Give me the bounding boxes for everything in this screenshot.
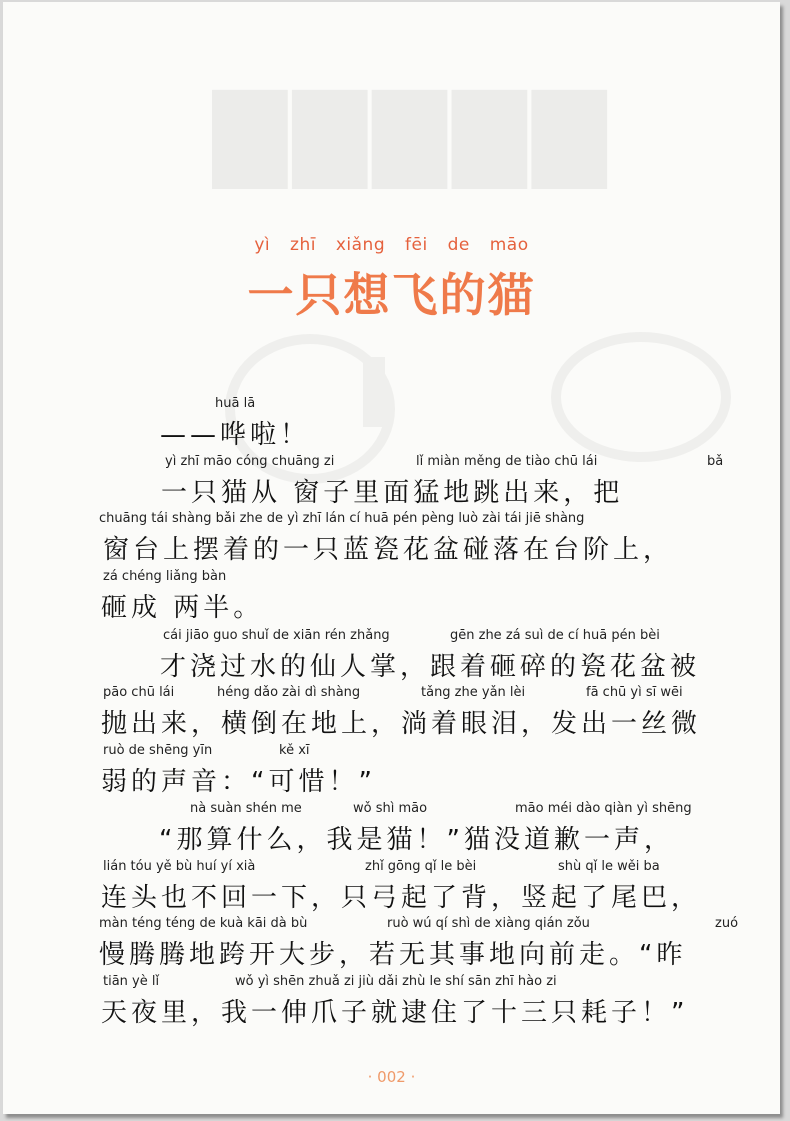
pinyin-annotation: fā chū yì sī wēi [586,685,683,700]
pinyin-annotation: pāo chū lái [103,685,175,700]
pinyin-annotation: zá chéng liǎng bàn [103,569,227,584]
pinyin-annotation: kě xī [279,743,310,758]
pinyin-annotation: lián tóu yě bù huí yí xià [103,859,256,874]
pinyin-annotation: tiān yè lǐ [103,974,160,989]
pinyin-annotation: cái jiāo guo shuǐ de xiān rén zhǎng [163,628,390,643]
pinyin-annotation: wǒ shì māo [353,801,428,816]
pinyin-annotation: chuāng tái shàng bǎi zhe de yì zhī lán cí huā pén pèng luò zài tái jiē shàng [99,511,585,526]
background-watermark-text: ▇▇▇▇▇ [213,76,613,188]
pinyin-annotation: nà suàn shén me [190,801,302,816]
hanzi-line: 连头也不回一下，只弓起了背，竖起了尾巴， [101,883,702,913]
title-pinyin: yì zhī xiǎng fēi de māo [254,235,529,255]
page-number: · 002 · [367,1068,416,1086]
pinyin-annotation: zhǐ gōng qǐ le bèi [365,859,477,874]
page-title: 一只想飞的猫 [247,268,536,322]
pinyin-annotation: gēn zhe zá suì de cí huā pén bèi [450,628,660,643]
pinyin-annotation: māo méi dào qiàn yì shēng [515,801,692,816]
pinyin-annotation: zuó [715,916,739,931]
hanzi-line: 弱的声音：“可惜！” [101,767,376,797]
hanzi-line: 窗台上摆着的一只蓝瓷花盆碰落在台阶上， [103,535,674,565]
pinyin-annotation: ruò de shēng yīn [103,743,213,758]
hanzi-line: 慢腾腾地跨开大步，若无其事地向前走。“昨 [99,940,687,970]
hanzi-line: 一只猫从 窗子里面猛地跳出来，把 [161,478,624,508]
pinyin-annotation: yì zhī māo cóng chuāng zi [165,454,335,469]
pinyin-annotation: tǎng zhe yǎn lèi [421,685,526,700]
pinyin-annotation: màn téng téng de kuà kāi dà bù [99,916,308,931]
pinyin-annotation: shù qǐ le wěi ba [558,859,660,874]
pinyin-annotation: lǐ miàn měng de tiào chū lái [416,454,598,469]
pinyin-annotation: wǒ yì shēn zhuǎ zi jiù dǎi zhù le shí sān zhī hào zi [235,974,557,989]
pinyin-annotation: héng dǎo zài dì shàng [217,685,361,700]
pinyin-annotation: bǎ [707,454,724,469]
book-page [3,2,780,1114]
hanzi-line: 才浇过水的仙人掌，跟着砸碎的瓷花盆被 [160,652,701,682]
hanzi-line: 抛出来，横倒在地上，淌着眼泪，发出一丝微 [101,709,702,739]
pinyin-annotation: huā lā [215,396,256,411]
hanzi-line: 天夜里，我一伸爪子就逮住了十三只耗子！” [101,998,689,1028]
hanzi-line: 砸成 两半。 [101,593,264,623]
hanzi-line: “那算什么，我是猫！”猫没道歉一声， [159,825,674,855]
pinyin-annotation: ruò wú qí shì de xiàng qián zǒu [387,916,590,931]
text-line [3,974,780,1044]
hanzi-line: ——哗啦！ [160,420,311,450]
